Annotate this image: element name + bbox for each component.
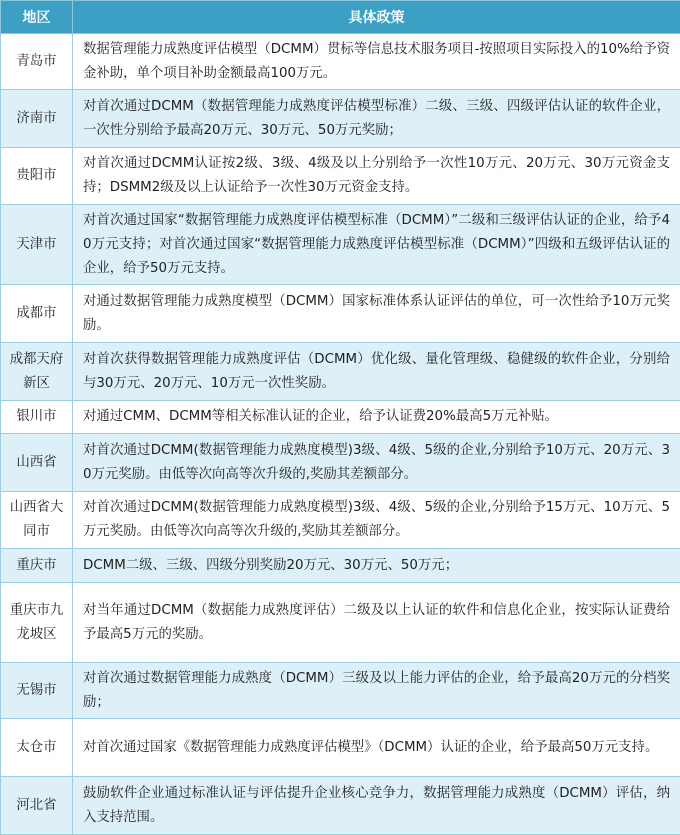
region-cell: 无锡市 <box>1 663 73 719</box>
region-cell: 太仓市 <box>1 719 73 777</box>
table-row <box>1 663 680 719</box>
region-cell: 银川市 <box>1 401 73 434</box>
region-cell: 成都天府新区 <box>1 343 73 401</box>
table-row <box>1 90 680 148</box>
policy-cell: 对通过数据管理能力成熟度模型（DCMM）国家标准体系认证评估的单位，可一次性给予10万元奖励。 <box>73 285 680 343</box>
table-row <box>1 34 680 90</box>
header-policy: 具体政策 <box>73 1 680 34</box>
table-row <box>1 434 680 492</box>
region-cell: 山西省大同市 <box>1 492 73 549</box>
region-cell: 山西省 <box>1 434 73 492</box>
header-row <box>1 1 680 34</box>
policy-cell: 对首次通过数据管理能力成熟度（DCMM）三级及以上能力评估的企业，给予最高20万元的分档奖励； <box>73 663 680 719</box>
policy-cell: 对首次通过DCMM(数据管理能力成熟度模型)3级、4级、5级的企业,分别给予15万元、10万元、5万元奖励。由低等次向高等次升级的,奖励其差额部分。 <box>73 492 680 549</box>
table-row <box>1 148 680 205</box>
table-row <box>1 401 680 434</box>
policy-cell: 对首次通过DCMM（数据管理能力成熟度评估模型标准）二级、三级、四级评估认证的软件企业，一次性分别给予最高20万元、30万元、50万元奖励； <box>73 90 680 148</box>
region-cell: 重庆市九龙坡区 <box>1 583 73 663</box>
region-cell: 重庆市 <box>1 549 73 583</box>
table-row <box>1 777 680 835</box>
policy-cell: 对通过CMM、DCMM等相关标准认证的企业，给予认证费20%最高5万元补贴。 <box>73 401 680 434</box>
policy-cell: 对首次通过国家“数据管理能力成熟度评估模型标准（DCMM）”二级和三级评估认证的企业，给予40万元支持；对首次通过国家“数据管理能力成熟度评估模型标准（DCMM）”四级和五级评估认证的企业，给予50万元支持。 <box>73 205 680 285</box>
table-row <box>1 492 680 549</box>
policy-cell: 鼓励软件企业通过标准认证与评估提升企业核心竞争力，数据管理能力成熟度（DCMM）评估，纳入支持范围。 <box>73 777 680 835</box>
region-cell: 天津市 <box>1 205 73 285</box>
region-cell: 河北省 <box>1 777 73 835</box>
table-row <box>1 285 680 343</box>
policy-cell: 数据管理能力成熟度评估模型（DCMM）贯标等信息技术服务项目-按照项目实际投入的10%给予资金补助，单个项目补助金额最高100万元。 <box>73 34 680 90</box>
policy-cell: 对首次通过DCMM(数据管理能力成熟度模型)3级、4级、5级的企业,分别给予10万元、20万元、30万元奖励。由低等次向高等次升级的,奖励其差额部分。 <box>73 434 680 492</box>
policy-cell: 对首次通过国家《数据管理能力成熟度评估模型》（DCMM）认证的企业，给予最高50万元支持。 <box>73 719 680 777</box>
policy-cell: 对首次通过DCMM认证按2级、3级、4级及以上分别给予一次性10万元、20万元、30万元资金支持；DSMM2级及以上认证给予一次性30万元资金支持。 <box>73 148 680 205</box>
region-cell: 成都市 <box>1 285 73 343</box>
table-row <box>1 205 680 285</box>
table-row <box>1 343 680 401</box>
region-cell: 青岛市 <box>1 34 73 90</box>
region-cell: 济南市 <box>1 90 73 148</box>
table-row <box>1 583 680 663</box>
policy-cell: DCMM二级、三级、四级分别奖励20万元、30万元、50万元； <box>73 549 680 583</box>
header-region: 地区 <box>1 1 73 34</box>
policy-cell: 对当年通过DCMM（数据能力成熟度评估）二级及以上认证的软件和信息化企业，按实际认证费给予最高5万元的奖励。 <box>73 583 680 663</box>
policy-cell: 对首次获得数据管理能力成熟度评估（DCMM）优化级、量化管理级、稳健级的软件企业，分别给与30万元、20万元、10万元一次性奖励。 <box>73 343 680 401</box>
table-row <box>1 549 680 583</box>
table-row <box>1 719 680 777</box>
region-cell: 贵阳市 <box>1 148 73 205</box>
